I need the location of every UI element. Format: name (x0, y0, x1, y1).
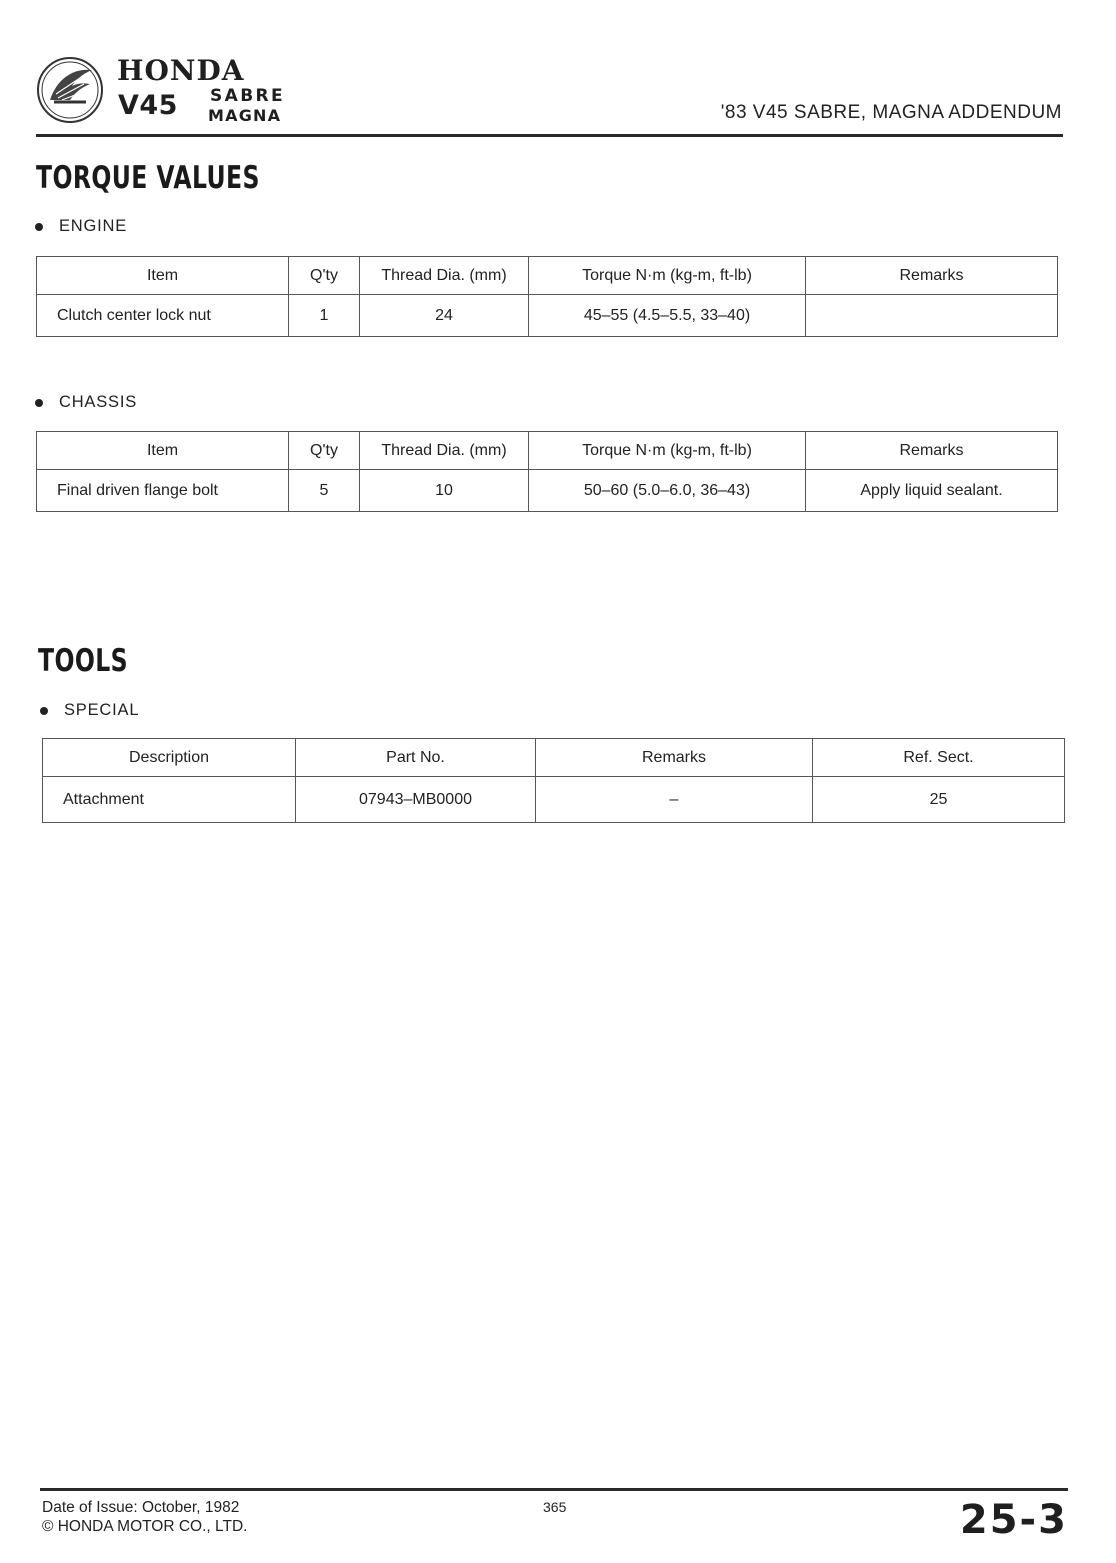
engine-torque-table (36, 256, 1058, 337)
column-header: Thread Dia. (mm) (360, 432, 529, 470)
copyright: © HONDA MOTOR CO., LTD. (42, 1518, 248, 1535)
model-variant-magna: MAGNA (208, 106, 282, 125)
subsection-engine (35, 217, 127, 236)
column-header: Item (37, 257, 289, 295)
honda-wing-emblem (36, 56, 104, 124)
cell-ref-sect: 25 (813, 777, 1065, 823)
cell-remarks: – (536, 777, 813, 823)
section-title-torque: TORQUE VALUES (36, 160, 260, 196)
bullet-icon (40, 707, 48, 715)
cell-torque: 50–60 (5.0–6.0, 36–43) (529, 470, 806, 512)
column-header: Item (37, 432, 289, 470)
header-rule (36, 134, 1063, 137)
cell-part-no: 07943–MB0000 (296, 777, 536, 823)
page-number: 25-3 (959, 1497, 1068, 1543)
table-header-row (37, 257, 1058, 295)
subsection-label: ENGINE (59, 217, 128, 235)
cell-thread: 24 (360, 295, 529, 337)
subsection-chassis (35, 393, 137, 412)
column-header: Ref. Sect. (813, 739, 1065, 777)
table-row (37, 295, 1058, 337)
cell-torque: 45–55 (4.5–5.5, 33–40) (529, 295, 806, 337)
column-header: Remarks (536, 739, 813, 777)
table-header-row (43, 739, 1065, 777)
footer-rule (40, 1488, 1068, 1491)
special-tools-table (42, 738, 1065, 823)
table-row (37, 470, 1058, 512)
table-header-row (37, 432, 1058, 470)
model-variant-sabre: SABRE (210, 86, 286, 106)
cell-item: Final driven flange bolt (37, 470, 289, 512)
cell-remarks (806, 295, 1058, 337)
subsection-label: CHASSIS (59, 393, 138, 411)
page-center-number: 365 (543, 1499, 567, 1515)
column-header: Remarks (806, 432, 1058, 470)
document-title: '83 V45 SABRE, MAGNA ADDENDUM (720, 102, 1062, 123)
table-row (43, 777, 1065, 823)
column-header: Q'ty (289, 257, 360, 295)
column-header: Q'ty (289, 432, 360, 470)
column-header: Thread Dia. (mm) (360, 257, 529, 295)
cell-item: Clutch center lock nut (37, 295, 289, 337)
chassis-torque-table (36, 431, 1058, 512)
column-header: Remarks (806, 257, 1058, 295)
section-title-tools: TOOLS (38, 643, 129, 679)
cell-thread: 10 (360, 470, 529, 512)
column-header: Description (43, 739, 296, 777)
brand-name: HONDA (117, 54, 245, 87)
column-header: Torque N·m (kg-m, ft-lb) (529, 257, 806, 295)
cell-remarks: Apply liquid sealant. (806, 470, 1058, 512)
issue-date: Date of Issue: October, 1982 (42, 1499, 240, 1516)
bullet-icon (35, 223, 43, 231)
cell-description: Attachment (43, 777, 296, 823)
cell-qty: 1 (289, 295, 360, 337)
cell-qty: 5 (289, 470, 360, 512)
column-header: Torque N·m (kg-m, ft-lb) (529, 432, 806, 470)
column-header: Part No. (296, 739, 536, 777)
model-name: V45 (118, 90, 178, 121)
subsection-special (40, 701, 139, 720)
bullet-icon (35, 399, 43, 407)
subsection-label: SPECIAL (64, 701, 140, 719)
